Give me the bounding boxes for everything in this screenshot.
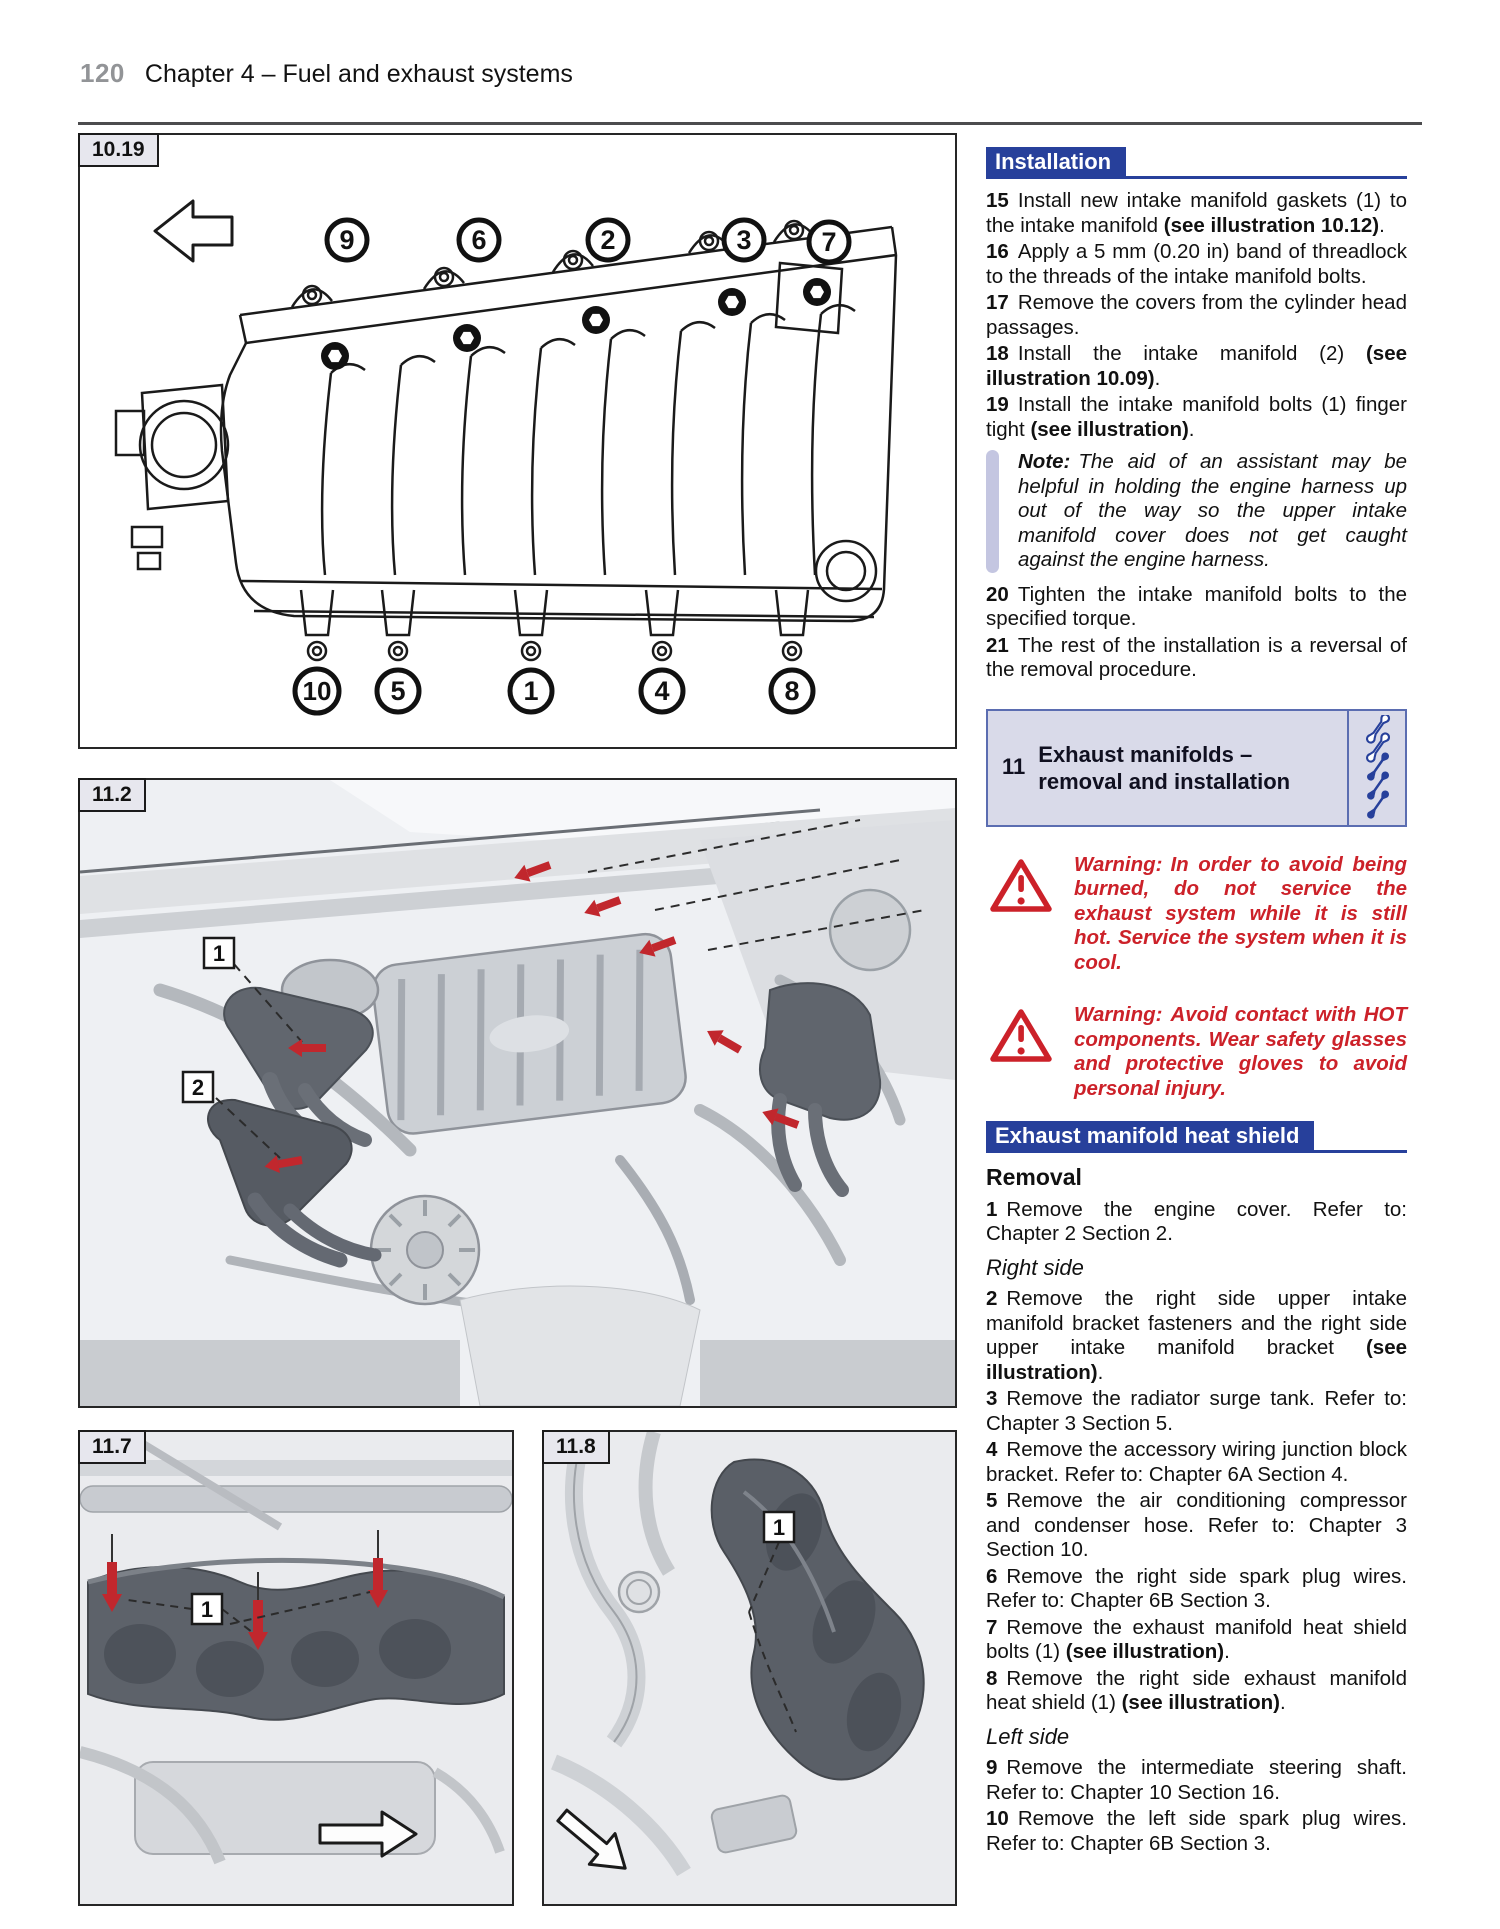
figure-label: 10.19: [78, 133, 159, 167]
engine-bay-illustration: [80, 780, 955, 1406]
see-illustration-ref: (see illustration 10.09): [986, 342, 1407, 390]
svg-text:3: 3: [736, 225, 752, 255]
step-9: [986, 1756, 1407, 1805]
content-column: [986, 140, 1407, 1858]
step-number: 16: [986, 240, 1009, 263]
step-number: 5: [986, 1489, 998, 1512]
step-text: Remove the engine cover. Refer to: Chapter 2 Section 2.: [986, 1197, 1407, 1245]
figure-label: 11.2: [78, 778, 146, 812]
figure-11-8: [542, 1430, 957, 1906]
chapter-title: Chapter 4 – Fuel and exhaust systems: [144, 60, 573, 88]
warning-label: Warning:: [1074, 852, 1163, 876]
heading-rule: [1314, 1150, 1407, 1153]
heat-shield-heading: Exhaust manifold heat shield: [986, 1121, 1314, 1153]
see-illustration-ref: (see illustration): [986, 1336, 1407, 1384]
step-text: Tighten the intake manifold bolts to the specified torque.: [986, 582, 1407, 630]
svg-text:7: 7: [821, 227, 837, 257]
subheading-removal: Removal: [986, 1164, 1082, 1190]
callout-box-2: [183, 1072, 213, 1102]
wrench-rating-icon: [1356, 715, 1398, 821]
step-number: 3: [986, 1387, 998, 1410]
step-number: 21: [986, 633, 1009, 657]
step-1: [986, 1198, 1407, 1247]
figure-11-2: [78, 778, 957, 1408]
step-number: 4: [986, 1438, 998, 1461]
step-number: 2: [986, 1287, 998, 1310]
step-10: [986, 1807, 1407, 1856]
see-illustration-ref: (see illustration): [1065, 1640, 1225, 1663]
see-illustration-ref: (see illustration): [1121, 1691, 1280, 1714]
step-text: Remove the right side exhaust manifold heat shield (1): [986, 1666, 1407, 1714]
step-text: Remove the right side upper intake manifold bracket fasteners and the right side upper intake manifold bracket: [986, 1287, 1407, 1359]
step-number: 10: [986, 1807, 1009, 1830]
svg-text:9: 9: [339, 225, 355, 255]
alternator: [371, 1196, 479, 1304]
step-text: Install the intake manifold bolts (1) finger tight: [986, 393, 1407, 441]
heat-shield-illustration: [544, 1432, 955, 1904]
step-17: [986, 291, 1407, 340]
intake-manifold-diagram: [80, 135, 955, 747]
manifold-line-art: [116, 221, 896, 660]
callout-box-1: [204, 938, 234, 968]
step-text: Remove the right side spark plug wires. Refer to: Chapter 6B Section 3.: [986, 1564, 1407, 1612]
figure-label: 11.8: [542, 1430, 610, 1464]
svg-text:1: 1: [523, 676, 539, 706]
step-4: [986, 1438, 1407, 1487]
step-number: 19: [986, 393, 1009, 416]
bolt-icons: [321, 278, 831, 370]
installation-heading-row: [986, 147, 1407, 179]
callout-circles-top: [327, 220, 849, 262]
note-block: [986, 450, 1407, 573]
section-11-header: [986, 709, 1407, 827]
step-number: 9: [986, 1756, 998, 1779]
step-8: 8 Remove the right side exhaust manifold heat shield (1) (see illustration).: [986, 1666, 1407, 1714]
svg-text:1: 1: [212, 941, 226, 966]
warning-label: Warning:: [1074, 1003, 1163, 1026]
figure-label: 11.7: [78, 1430, 146, 1464]
step-number: 20: [986, 582, 1009, 606]
section-title: Exhaust manifolds – removal and installation: [1038, 741, 1291, 794]
svg-text:2: 2: [600, 225, 616, 255]
page-header: [80, 58, 573, 89]
step-7: 7 Remove the exhaust manifold heat shield bolts (1) (see illustration).: [986, 1615, 1407, 1663]
see-illustration-ref: (see illustration): [1030, 417, 1189, 441]
page-number: 120: [80, 58, 125, 88]
heat-shield-bolts-illustration: [80, 1432, 512, 1904]
svg-text:10: 10: [302, 676, 332, 706]
step-number: 17: [986, 291, 1009, 314]
step-19: 19 Install the intake manifold bolts (1) finger tight (see illustration).: [986, 393, 1407, 441]
figure-11-7: [78, 1430, 514, 1906]
step-text: Install the intake manifold (2): [1017, 342, 1366, 365]
step-text: Remove the accessory wiring junction block bracket. Refer to: Chapter 6A Section 4.: [986, 1438, 1407, 1486]
warning-text: Warning: In order to avoid being burned, do not service the exhaust system while it is still hot. Service the system when it is cool.: [1074, 852, 1407, 974]
callout-box-1: [764, 1512, 794, 1542]
step-text: Remove the covers from the cylinder head passages.: [986, 291, 1407, 339]
step-16: [986, 240, 1407, 289]
step-15: 15 Install new intake manifold gaskets (1) to the intake manifold (see illustration 10.12).: [986, 189, 1407, 237]
note-label: Note:: [1018, 450, 1071, 473]
step-number: 1: [986, 1197, 998, 1221]
step-text: Remove the intermediate steering shaft. Refer to: Chapter 10 Section 16.: [986, 1756, 1407, 1804]
step-text: The rest of the installation is a reversal of the removal procedure.: [986, 633, 1407, 681]
step-number: 7: [986, 1615, 998, 1639]
svg-text:5: 5: [390, 676, 406, 706]
warning-text: Warning: Avoid contact with HOT components. Wear safety glasses and protective gloves to avoid personal injury.: [1074, 1003, 1407, 1100]
see-illustration-ref: (see illustration 10.12): [1163, 213, 1380, 237]
subheading-right-side: Right side: [986, 1254, 1084, 1280]
warning-block-1: [986, 853, 1407, 978]
step-number: 6: [986, 1564, 998, 1588]
left-arrow-icon: [155, 201, 232, 261]
step-3: [986, 1387, 1407, 1436]
figure-10-19: [78, 133, 957, 749]
step-number: 8: [986, 1666, 998, 1690]
engine-cover: [370, 931, 688, 1136]
step-18: 18 Install the intake manifold (2) (see illustration 10.09).: [986, 342, 1407, 390]
step-text: Remove the air conditioning compressor and condenser hose. Refer to: Chapter 3 Section 10.: [986, 1489, 1407, 1561]
heading-rule: [1126, 176, 1407, 179]
warning-block-2: [986, 1003, 1407, 1103]
svg-text:1: 1: [772, 1515, 786, 1540]
step-number: 18: [986, 342, 1009, 365]
heat-shield-heading-row: [986, 1121, 1407, 1153]
warning-triangle-icon: [990, 857, 1052, 915]
step-text: Remove the left side spark plug wires. Refer to: Chapter 6B Section 3.: [986, 1807, 1407, 1855]
step-5: [986, 1489, 1407, 1563]
header-rule: [78, 122, 1422, 125]
note-text: Note: The aid of an assistant may be helpful in holding the engine harness up out of the way so the upper intake manifold cover does not get caught against the engine harness.: [1018, 450, 1407, 571]
step-21: [986, 634, 1407, 683]
callout-circles-bottom: [295, 669, 813, 713]
step-2: 2 Remove the right side upper intake manifold bracket fasteners and the right side upper intake manifold bracket (see illustration).: [986, 1287, 1407, 1384]
difficulty-rating: [1347, 711, 1405, 825]
svg-text:4: 4: [654, 676, 670, 706]
svg-text:8: 8: [784, 676, 800, 706]
step-20: [986, 583, 1407, 632]
svg-text:2: 2: [191, 1075, 205, 1100]
step-number: 15: [986, 189, 1009, 212]
svg-text:1: 1: [200, 1597, 214, 1622]
warning-triangle-icon: [990, 1007, 1052, 1065]
callout-box-1: [192, 1594, 222, 1624]
step-text: Apply a 5 mm (0.20 in) band of threadlock to the threads of the intake manifold bolts.: [986, 240, 1407, 288]
subheading-left-side: Left side: [986, 1723, 1070, 1749]
svg-text:6: 6: [471, 225, 487, 255]
step-text: Remove the radiator surge tank. Refer to: Chapter 3 Section 5.: [986, 1387, 1407, 1435]
installation-heading: Installation: [986, 147, 1126, 179]
note-accent-bar: [986, 450, 999, 573]
step-text: Install new intake manifold gaskets (1) to the intake manifold: [986, 189, 1407, 237]
section-number: 11: [1002, 754, 1026, 780]
step-6: [986, 1565, 1407, 1614]
step-text: Remove the exhaust manifold heat shield bolts (1): [986, 1615, 1407, 1663]
